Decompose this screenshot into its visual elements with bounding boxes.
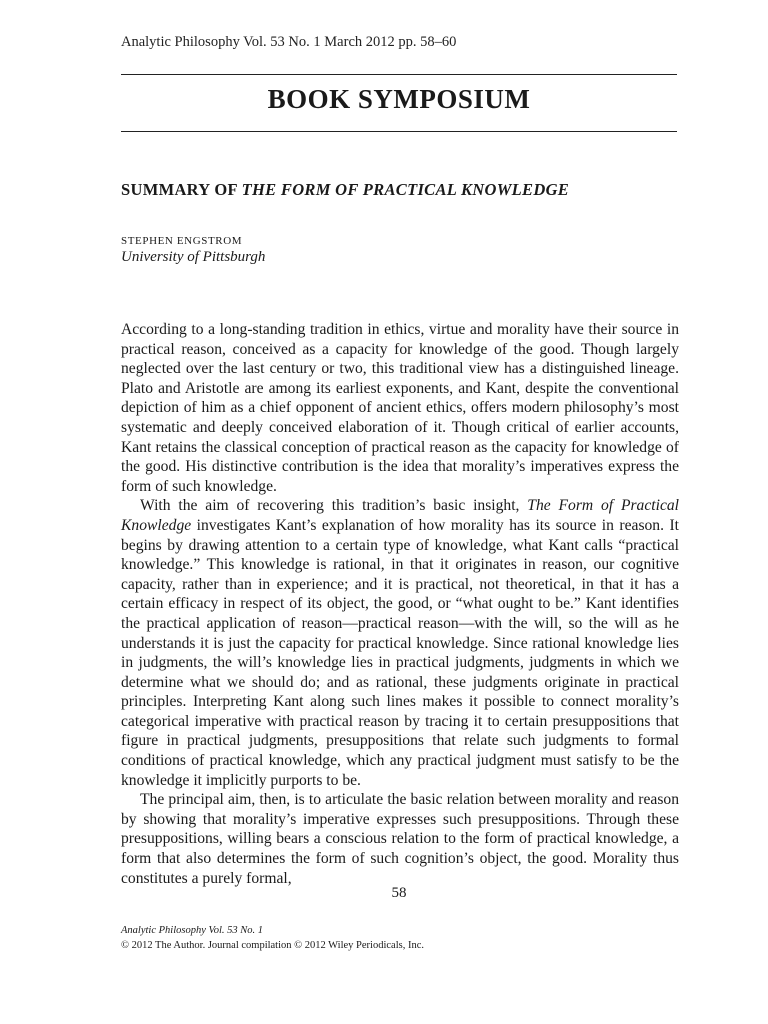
article-title-book: THE FORM OF PRACTICAL KNOWLEDGE <box>241 180 570 199</box>
section-title: BOOK SYMPOSIUM <box>267 84 531 114</box>
footer-journal: Analytic Philosophy Vol. 53 No. 1 <box>121 925 264 936</box>
paragraph-2-start: With the aim of recovering this tradition’s basic insight, <box>140 497 528 515</box>
author-affiliation: University of Pittsburgh <box>121 249 266 265</box>
paragraph-1: According to a long-standing tradition in ethics, virtue and morality have their source in practical reason, conceived as a capacity for knowledge of the good. Though largely neglected over the last century or two, this traditional view has a distinguished lineage. Plato and Aristotle are among its earliest exponents, and Kant, despite the conventional depiction of him as a chief opponent of ancient ethics, offers modern philosophy’s most systematic and deeply conceived elaboration of it. Though critical of earlier accounts, Kant retains the classical conception of practical reason as the capacity for knowledge of the good. His distinctive contribution is the idea that morality’s imperatives express the form of such knowledge. <box>121 321 679 495</box>
running-head: Analytic Philosophy Vol. 53 No. 1 March 2012 pp. 58–60 <box>121 34 457 50</box>
article-title-prefix: SUMMARY OF <box>121 180 242 199</box>
page-number: 58 <box>391 885 407 901</box>
article-title <box>121 180 569 200</box>
body-text <box>121 320 679 888</box>
footer-copyright: © 2012 The Author. Journal compilation © 2012 Wiley Periodicals, Inc. <box>121 940 424 951</box>
paragraph-2 <box>121 496 679 790</box>
top-rule <box>121 74 677 75</box>
paragraph-3: The principal aim, then, is to articulate the basic relation between morality and reason by showing that morality’s imperative expresses such presuppositions. Through these presuppositions, willing bears a conscious relation to the form of practical knowledge, a form that also determines the form of such cognition’s object, the good. Morality thus constitutes a purely formal, <box>121 791 679 887</box>
author-name: STEPHEN ENGSTROM <box>121 235 243 247</box>
bottom-rule <box>121 131 677 132</box>
paragraph-2-rest: investigates Kant’s explanation of how morality has its source in reason. It begins by drawing attention to a certain type of knowledge, what Kant calls “practical knowledge.” This knowledge is rational, in that it originates in reason, our cognitive capacity, rather than in experience; and it is practical, not theoretical, in that it has a certain efficacy in respect of its object, the good, or “what ought to be.” Kant identifies the practical application of reason—practical reason—with the will, so the will as he understands it is just the capacity for practical knowledge. Since rational knowledge lies in judgments, the will’s knowledge lies in practical judgments, judgments in which we determine what we should do; and as rational, these judgments originate in practical principles. Interpreting Kant along such lines makes it possible to connect morality’s categorical imperative with practical reason by tracing it to certain presuppositions that figure in practical judgments, presuppositions that relate such judgments to formal conditions of practical knowledge, which any practical judgment must satisfy to be the knowledge it implicitly purports to be. <box>121 516 679 789</box>
paragraph-2-book-title: The Form of Practical Knowledge <box>121 497 679 534</box>
